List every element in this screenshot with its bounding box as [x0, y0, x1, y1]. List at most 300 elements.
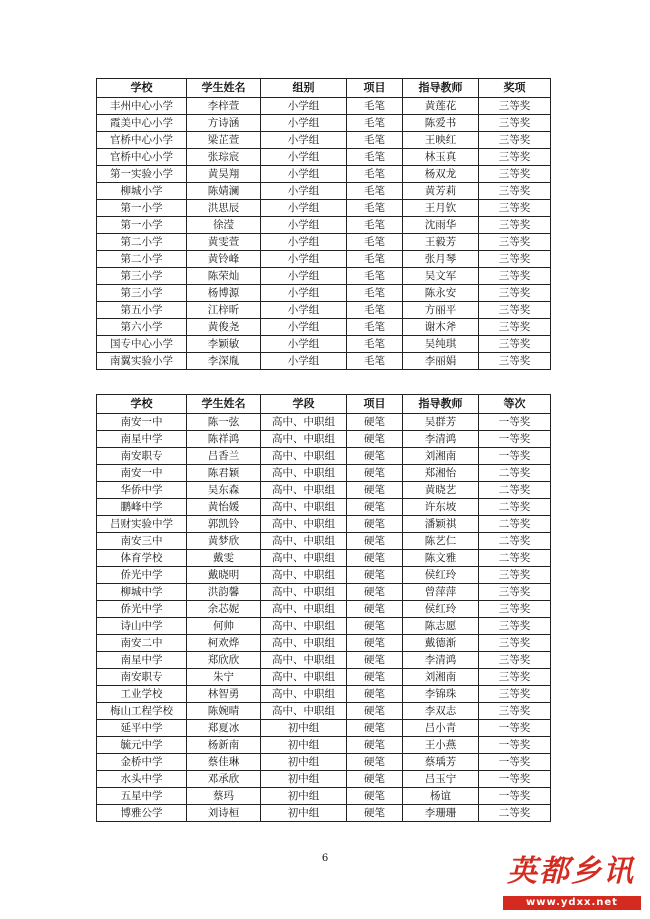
table-header-row	[97, 395, 551, 414]
column-header: 项目	[347, 79, 403, 98]
table-cell: 南星中学	[97, 431, 187, 448]
table-cell: 戴德渐	[403, 635, 479, 652]
table-cell: 毛笔	[347, 149, 403, 166]
table-cell: 一等奖	[479, 754, 551, 771]
table-cell: 小学组	[261, 132, 347, 149]
table-row	[97, 132, 551, 149]
table-cell: 小学组	[261, 183, 347, 200]
table-cell: 三等奖	[479, 635, 551, 652]
table-cell: 水头中学	[97, 771, 187, 788]
table-cell: 南安一中	[97, 414, 187, 431]
table-row	[97, 686, 551, 703]
table-cell: 郑欣欣	[187, 652, 261, 669]
column-header: 奖项	[479, 79, 551, 98]
table-cell: 郭凯铃	[187, 516, 261, 533]
watermark-logo	[497, 852, 645, 916]
table-cell: 博雅公学	[97, 805, 187, 822]
table-cell: 吕香兰	[187, 448, 261, 465]
table-cell: 初中组	[261, 720, 347, 737]
table-cell: 小学组	[261, 217, 347, 234]
table-cell: 第二小学	[97, 234, 187, 251]
watermark-url: www.ydxx.net	[503, 896, 641, 910]
table-cell: 陈永安	[403, 285, 479, 302]
table-cell: 硬笔	[347, 635, 403, 652]
table-cell: 南安职专	[97, 669, 187, 686]
table-row	[97, 584, 551, 601]
table-cell: 三等奖	[479, 251, 551, 268]
page-number: 6	[321, 853, 329, 864]
table-cell: 高中、中职组	[261, 618, 347, 635]
award-table-pen-secondary	[96, 394, 551, 822]
table-cell: 蔡瑀芳	[403, 754, 479, 771]
table-row	[97, 482, 551, 499]
table-cell: 吴东森	[187, 482, 261, 499]
column-header: 学校	[97, 395, 187, 414]
table-row	[97, 788, 551, 805]
table-cell: 三等奖	[479, 669, 551, 686]
table-cell: 小学组	[261, 115, 347, 132]
table-cell: 侨光中学	[97, 567, 187, 584]
table-cell: 小学组	[261, 234, 347, 251]
table-cell: 高中、中职组	[261, 465, 347, 482]
table-cell: 李清鸿	[403, 431, 479, 448]
table-row	[97, 720, 551, 737]
table-cell: 三等奖	[479, 132, 551, 149]
table-cell: 硬笔	[347, 737, 403, 754]
table-cell: 小学组	[261, 353, 347, 370]
table-cell: 陈君颖	[187, 465, 261, 482]
table-cell: 毛笔	[347, 98, 403, 115]
table-row	[97, 703, 551, 720]
table-cell: 三等奖	[479, 217, 551, 234]
table-cell: 杨博源	[187, 285, 261, 302]
table-cell: 黄铃峰	[187, 251, 261, 268]
table-cell: 初中组	[261, 788, 347, 805]
table-cell: 蔡佳琳	[187, 754, 261, 771]
table-row	[97, 465, 551, 482]
table-cell: 三等奖	[479, 302, 551, 319]
column-header: 学生姓名	[187, 395, 261, 414]
table-cell: 硬笔	[347, 771, 403, 788]
table-cell: 梅山工程学校	[97, 703, 187, 720]
table-cell: 梁芷萱	[187, 132, 261, 149]
table-cell: 朱宁	[187, 669, 261, 686]
table-cell: 毛笔	[347, 251, 403, 268]
table-cell: 曾萍萍	[403, 584, 479, 601]
table-cell: 二等奖	[479, 533, 551, 550]
table-cell: 高中、中职组	[261, 516, 347, 533]
table-cell: 刘湘南	[403, 669, 479, 686]
table-cell: 南安三中	[97, 533, 187, 550]
table-cell: 柯欢烨	[187, 635, 261, 652]
table-cell: 李清鸿	[403, 652, 479, 669]
table-cell: 高中、中职组	[261, 550, 347, 567]
table-cell: 毓元中学	[97, 737, 187, 754]
table-cell: 一等奖	[479, 771, 551, 788]
table-cell: 三等奖	[479, 285, 551, 302]
table-cell: 华侨中学	[97, 482, 187, 499]
table-cell: 沈雨华	[403, 217, 479, 234]
table-cell: 李梓萱	[187, 98, 261, 115]
table-cell: 三等奖	[479, 319, 551, 336]
table-cell: 高中、中职组	[261, 499, 347, 516]
table-row	[97, 234, 551, 251]
table-cell: 小学组	[261, 268, 347, 285]
table-cell: 李深胤	[187, 353, 261, 370]
table-cell: 初中组	[261, 754, 347, 771]
table-cell: 洪韵馨	[187, 584, 261, 601]
table-cell: 三等奖	[479, 353, 551, 370]
table-cell: 杨新南	[187, 737, 261, 754]
table-cell: 徐滢	[187, 217, 261, 234]
table-row	[97, 669, 551, 686]
table-cell: 毛笔	[347, 183, 403, 200]
table-cell: 硬笔	[347, 703, 403, 720]
table-cell: 南安一中	[97, 465, 187, 482]
table-cell: 一等奖	[479, 414, 551, 431]
table-cell: 潘颖祺	[403, 516, 479, 533]
table-cell: 何帅	[187, 618, 261, 635]
table-cell: 黄怡媛	[187, 499, 261, 516]
table-row	[97, 771, 551, 788]
table-cell: 初中组	[261, 805, 347, 822]
column-header: 等次	[479, 395, 551, 414]
table-cell: 硬笔	[347, 669, 403, 686]
table-cell: 林智勇	[187, 686, 261, 703]
table-cell: 国专中心小学	[97, 336, 187, 353]
table-cell: 黄昊翔	[187, 166, 261, 183]
table-cell: 三等奖	[479, 567, 551, 584]
table-cell: 毛笔	[347, 166, 403, 183]
table-cell: 第三小学	[97, 268, 187, 285]
table-cell: 二等奖	[479, 482, 551, 499]
table-cell: 高中、中职组	[261, 669, 347, 686]
table-cell: 二等奖	[479, 516, 551, 533]
table-cell: 吕玉宁	[403, 771, 479, 788]
table-row	[97, 268, 551, 285]
table-cell: 一等奖	[479, 720, 551, 737]
table-cell: 硬笔	[347, 652, 403, 669]
table-cell: 毛笔	[347, 319, 403, 336]
table-cell: 金桥中学	[97, 754, 187, 771]
table-cell: 南安二中	[97, 635, 187, 652]
table-cell: 李丽娟	[403, 353, 479, 370]
table-cell: 毛笔	[347, 302, 403, 319]
table-cell: 硬笔	[347, 431, 403, 448]
table-cell: 初中组	[261, 771, 347, 788]
column-header: 项目	[347, 395, 403, 414]
table-row	[97, 516, 551, 533]
table-cell: 三等奖	[479, 166, 551, 183]
table-cell: 郑夏冰	[187, 720, 261, 737]
table-row	[97, 754, 551, 771]
table-cell: 五星中学	[97, 788, 187, 805]
table-row	[97, 567, 551, 584]
table-row	[97, 353, 551, 370]
column-header: 指导教师	[403, 79, 479, 98]
table-cell: 硬笔	[347, 686, 403, 703]
table-cell: 硬笔	[347, 414, 403, 431]
table-cell: 陈爱书	[403, 115, 479, 132]
watermark-name: 英都乡讯	[507, 854, 635, 889]
table-cell: 第二小学	[97, 251, 187, 268]
table-row	[97, 414, 551, 431]
table-row	[97, 499, 551, 516]
table-cell: 李双志	[403, 703, 479, 720]
table-cell: 黄俊尧	[187, 319, 261, 336]
table-cell: 诗山中学	[97, 618, 187, 635]
table-cell: 三等奖	[479, 584, 551, 601]
table-cell: 陈婧澜	[187, 183, 261, 200]
table-cell: 硬笔	[347, 805, 403, 822]
table-cell: 硬笔	[347, 550, 403, 567]
table-cell: 硬笔	[347, 720, 403, 737]
table-row	[97, 550, 551, 567]
table-cell: 小学组	[261, 251, 347, 268]
table-cell: 高中、中职组	[261, 635, 347, 652]
table-cell: 黄晓艺	[403, 482, 479, 499]
table-cell: 一等奖	[479, 788, 551, 805]
table-cell: 丰州中心小学	[97, 98, 187, 115]
table-cell: 初中组	[261, 737, 347, 754]
table-cell: 小学组	[261, 336, 347, 353]
table-cell: 戴晓明	[187, 567, 261, 584]
table-cell: 第一小学	[97, 217, 187, 234]
table-cell: 硬笔	[347, 618, 403, 635]
table-cell: 高中、中职组	[261, 652, 347, 669]
table-cell: 陈艺仁	[403, 533, 479, 550]
table-cell: 一等奖	[479, 431, 551, 448]
table-row	[97, 533, 551, 550]
table-cell: 硬笔	[347, 601, 403, 618]
table-cell: 高中、中职组	[261, 414, 347, 431]
table-cell: 三等奖	[479, 703, 551, 720]
table-row	[97, 601, 551, 618]
table-row	[97, 115, 551, 132]
table-cell: 陈文雅	[403, 550, 479, 567]
table-cell: 戴雯	[187, 550, 261, 567]
table-cell: 郑湘怡	[403, 465, 479, 482]
table-cell: 一等奖	[479, 448, 551, 465]
table-cell: 硬笔	[347, 584, 403, 601]
table-cell: 邓承欣	[187, 771, 261, 788]
table-cell: 许东坡	[403, 499, 479, 516]
table-cell: 高中、中职组	[261, 686, 347, 703]
table-row	[97, 251, 551, 268]
table-cell: 黄莲花	[403, 98, 479, 115]
table-row	[97, 618, 551, 635]
table-row	[97, 285, 551, 302]
table-cell: 霞美中心小学	[97, 115, 187, 132]
column-header: 学段	[261, 395, 347, 414]
table-cell: 第一实验小学	[97, 166, 187, 183]
table-row	[97, 737, 551, 754]
table-cell: 南翼实验小学	[97, 353, 187, 370]
table-cell: 高中、中职组	[261, 584, 347, 601]
table-cell: 陈荣灿	[187, 268, 261, 285]
table-cell: 三等奖	[479, 686, 551, 703]
table-cell: 二等奖	[479, 499, 551, 516]
table-cell: 小学组	[261, 200, 347, 217]
table-cell: 毛笔	[347, 353, 403, 370]
table-header-row	[97, 79, 551, 98]
table-cell: 吴纯琪	[403, 336, 479, 353]
table-cell: 第六小学	[97, 319, 187, 336]
table-cell: 鹏峰中学	[97, 499, 187, 516]
table-cell: 陈祥鸿	[187, 431, 261, 448]
table-cell: 吴群芳	[403, 414, 479, 431]
table-cell: 杨谊	[403, 788, 479, 805]
table-row	[97, 635, 551, 652]
table-cell: 王毅芳	[403, 234, 479, 251]
table-cell: 侨光中学	[97, 601, 187, 618]
table-cell: 三等奖	[479, 183, 551, 200]
table-cell: 工业学校	[97, 686, 187, 703]
table-cell: 高中、中职组	[261, 567, 347, 584]
table-cell: 二等奖	[479, 805, 551, 822]
table-cell: 官桥中心小学	[97, 132, 187, 149]
column-header: 组别	[261, 79, 347, 98]
table-cell: 硬笔	[347, 533, 403, 550]
table-cell: 陈婉晴	[187, 703, 261, 720]
table-row	[97, 302, 551, 319]
column-header: 学生姓名	[187, 79, 261, 98]
table-cell: 洪思辰	[187, 200, 261, 217]
table-cell: 刘诗桓	[187, 805, 261, 822]
table-cell: 三等奖	[479, 234, 551, 251]
table-cell: 第五小学	[97, 302, 187, 319]
table-cell: 毛笔	[347, 234, 403, 251]
table-cell: 硬笔	[347, 465, 403, 482]
table-cell: 三等奖	[479, 652, 551, 669]
table-row	[97, 652, 551, 669]
table-cell: 侯红玲	[403, 567, 479, 584]
table-cell: 硬笔	[347, 754, 403, 771]
table-cell: 小学组	[261, 319, 347, 336]
table-cell: 三等奖	[479, 200, 551, 217]
table-cell: 三等奖	[479, 268, 551, 285]
table-cell: 李珊珊	[403, 805, 479, 822]
table-cell: 二等奖	[479, 465, 551, 482]
table-cell: 一等奖	[479, 737, 551, 754]
column-header: 学校	[97, 79, 187, 98]
table-cell: 小学组	[261, 302, 347, 319]
table-cell: 毛笔	[347, 268, 403, 285]
table-cell: 硬笔	[347, 516, 403, 533]
table-cell: 高中、中职组	[261, 448, 347, 465]
table-cell: 三等奖	[479, 149, 551, 166]
table-cell: 南安职专	[97, 448, 187, 465]
table-cell: 高中、中职组	[261, 482, 347, 499]
table-row	[97, 448, 551, 465]
column-header: 指导教师	[403, 395, 479, 414]
table-cell: 张琮宸	[187, 149, 261, 166]
table-cell: 侯红玲	[403, 601, 479, 618]
table-cell: 江梓昕	[187, 302, 261, 319]
table-row	[97, 319, 551, 336]
table-cell: 杨双龙	[403, 166, 479, 183]
table-row	[97, 200, 551, 217]
table-cell: 体育学校	[97, 550, 187, 567]
table-cell: 三等奖	[479, 601, 551, 618]
table-cell: 三等奖	[479, 98, 551, 115]
table-cell: 高中、中职组	[261, 431, 347, 448]
table-cell: 三等奖	[479, 618, 551, 635]
table-cell: 王月钦	[403, 200, 479, 217]
table-cell: 陈一弦	[187, 414, 261, 431]
table-row	[97, 183, 551, 200]
table-cell: 吕财实验中学	[97, 516, 187, 533]
table-cell: 高中、中职组	[261, 703, 347, 720]
table-cell: 小学组	[261, 166, 347, 183]
table-row	[97, 98, 551, 115]
award-table-calligraphy-primary	[96, 78, 551, 370]
table-cell: 第三小学	[97, 285, 187, 302]
table-cell: 柳城小学	[97, 183, 187, 200]
table-cell: 柳城中学	[97, 584, 187, 601]
table-cell: 张月琴	[403, 251, 479, 268]
table-cell: 毛笔	[347, 115, 403, 132]
table-cell: 黄芳莉	[403, 183, 479, 200]
table-cell: 李锦珠	[403, 686, 479, 703]
table-cell: 吴文军	[403, 268, 479, 285]
table-cell: 余芯妮	[187, 601, 261, 618]
table-cell: 硬笔	[347, 788, 403, 805]
table-cell: 硬笔	[347, 482, 403, 499]
table-cell: 方诗涵	[187, 115, 261, 132]
table-cell: 王小燕	[403, 737, 479, 754]
table-row	[97, 166, 551, 183]
table-cell: 黄梦欣	[187, 533, 261, 550]
table-cell: 小学组	[261, 98, 347, 115]
table-row	[97, 149, 551, 166]
table-cell: 硬笔	[347, 448, 403, 465]
table-cell: 方丽平	[403, 302, 479, 319]
table-cell: 李颖敏	[187, 336, 261, 353]
table-cell: 高中、中职组	[261, 601, 347, 618]
table-cell: 硬笔	[347, 567, 403, 584]
table-cell: 毛笔	[347, 200, 403, 217]
table-cell: 王映红	[403, 132, 479, 149]
table-cell: 刘湘南	[403, 448, 479, 465]
table-cell: 蔡玛	[187, 788, 261, 805]
table-row	[97, 217, 551, 234]
table-cell: 官桥中心小学	[97, 149, 187, 166]
table-row	[97, 431, 551, 448]
table-cell: 高中、中职组	[261, 533, 347, 550]
table-cell: 小学组	[261, 285, 347, 302]
table-cell: 硬笔	[347, 499, 403, 516]
table-cell: 延平中学	[97, 720, 187, 737]
table-cell: 谢木斧	[403, 319, 479, 336]
table-cell: 南星中学	[97, 652, 187, 669]
table-cell: 三等奖	[479, 336, 551, 353]
table-cell: 毛笔	[347, 285, 403, 302]
table-cell: 小学组	[261, 149, 347, 166]
table-cell: 陈志愿	[403, 618, 479, 635]
table-cell: 毛笔	[347, 132, 403, 149]
table-cell: 毛笔	[347, 217, 403, 234]
table-cell: 吕小青	[403, 720, 479, 737]
table-cell: 毛笔	[347, 336, 403, 353]
table-row	[97, 805, 551, 822]
table-row	[97, 336, 551, 353]
table-cell: 林玉真	[403, 149, 479, 166]
table-cell: 第一小学	[97, 200, 187, 217]
table-cell: 三等奖	[479, 115, 551, 132]
table-cell: 黄雯萱	[187, 234, 261, 251]
table-cell: 二等奖	[479, 550, 551, 567]
